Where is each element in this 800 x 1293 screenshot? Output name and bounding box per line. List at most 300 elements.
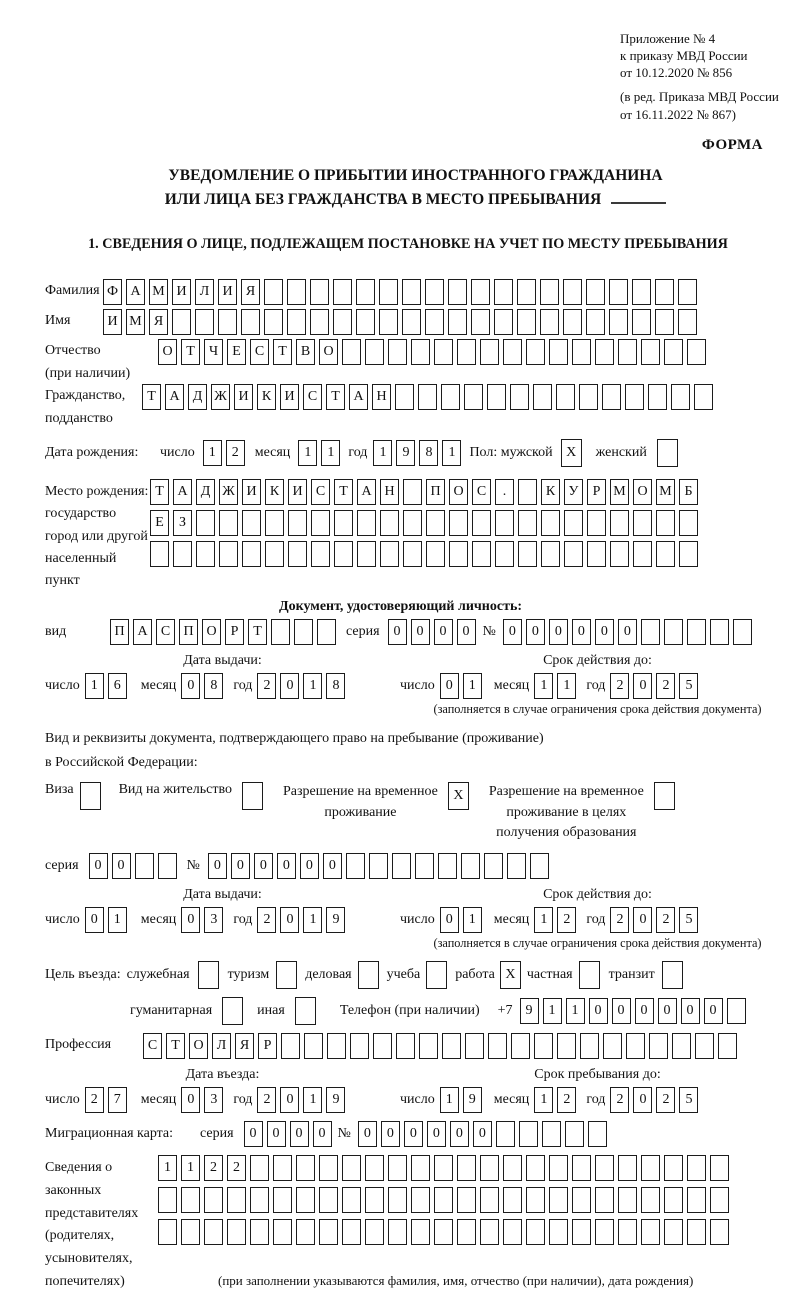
char-box[interactable]: 5 (679, 673, 698, 699)
char-box[interactable]: 0 (595, 619, 614, 645)
char-box[interactable] (517, 279, 536, 305)
char-box[interactable]: 9 (463, 1087, 482, 1113)
char-box[interactable] (618, 1155, 637, 1181)
char-box[interactable] (664, 619, 683, 645)
char-box[interactable]: 9 (396, 440, 415, 466)
char-box[interactable] (587, 541, 606, 567)
char-box[interactable] (530, 853, 549, 879)
char-box[interactable] (679, 510, 698, 536)
char-box[interactable] (396, 1033, 415, 1059)
char-box[interactable] (610, 541, 629, 567)
char-box[interactable] (480, 1155, 499, 1181)
char-box[interactable] (656, 510, 675, 536)
char-box[interactable] (556, 384, 575, 410)
char-box[interactable] (204, 1187, 223, 1213)
char-box[interactable] (563, 309, 582, 335)
residence-permit-checkbox[interactable] (242, 782, 263, 810)
char-box[interactable] (242, 510, 261, 536)
char-box[interactable]: 0 (440, 907, 459, 933)
char-box[interactable]: М (126, 309, 145, 335)
char-box[interactable] (656, 541, 675, 567)
char-box[interactable]: А (357, 479, 376, 505)
char-box[interactable]: 0 (658, 998, 677, 1024)
char-box[interactable] (625, 384, 644, 410)
char-box[interactable] (564, 510, 583, 536)
char-box[interactable]: С (143, 1033, 162, 1059)
char-box[interactable]: 0 (280, 1087, 299, 1113)
char-box[interactable]: 0 (681, 998, 700, 1024)
char-box[interactable] (572, 1155, 591, 1181)
char-box[interactable]: Е (150, 510, 169, 536)
char-box[interactable]: Д (196, 479, 215, 505)
char-box[interactable]: 1 (442, 440, 461, 466)
char-box[interactable]: Б (679, 479, 698, 505)
char-box[interactable] (296, 1155, 315, 1181)
char-box[interactable] (357, 541, 376, 567)
char-box[interactable]: 0 (277, 853, 296, 879)
char-box[interactable]: С (156, 619, 175, 645)
char-box[interactable]: Т (166, 1033, 185, 1059)
char-box[interactable] (549, 1219, 568, 1245)
char-box[interactable] (379, 279, 398, 305)
char-box[interactable]: 0 (381, 1121, 400, 1147)
char-box[interactable]: П (110, 619, 129, 645)
char-box[interactable] (158, 853, 177, 879)
char-box[interactable] (609, 279, 628, 305)
char-box[interactable] (733, 619, 752, 645)
char-box[interactable] (392, 853, 411, 879)
char-box[interactable] (679, 541, 698, 567)
char-box[interactable]: 2 (610, 673, 629, 699)
char-box[interactable] (395, 384, 414, 410)
char-box[interactable] (641, 339, 660, 365)
char-box[interactable] (250, 1219, 269, 1245)
char-box[interactable]: К (257, 384, 276, 410)
char-box[interactable] (442, 1033, 461, 1059)
char-box[interactable] (472, 510, 491, 536)
char-box[interactable] (273, 1155, 292, 1181)
char-box[interactable] (379, 309, 398, 335)
char-box[interactable] (388, 339, 407, 365)
char-box[interactable] (273, 1219, 292, 1245)
char-box[interactable] (457, 339, 476, 365)
char-box[interactable] (633, 510, 652, 536)
char-box[interactable] (541, 541, 560, 567)
char-box[interactable] (541, 510, 560, 536)
char-box[interactable] (488, 1033, 507, 1059)
char-box[interactable] (434, 1219, 453, 1245)
char-box[interactable] (310, 279, 329, 305)
char-box[interactable]: П (426, 479, 445, 505)
char-box[interactable] (487, 384, 506, 410)
char-box[interactable]: 0 (704, 998, 723, 1024)
char-box[interactable]: 2 (257, 673, 276, 699)
char-box[interactable]: 2 (85, 1087, 104, 1113)
char-box[interactable]: 0 (635, 998, 654, 1024)
female-checkbox[interactable] (657, 439, 678, 467)
char-box[interactable] (579, 384, 598, 410)
char-box[interactable]: 1 (158, 1155, 177, 1181)
char-box[interactable] (503, 1155, 522, 1181)
char-box[interactable]: 1 (566, 998, 585, 1024)
char-box[interactable] (519, 1121, 538, 1147)
char-box[interactable] (434, 339, 453, 365)
char-box[interactable] (633, 541, 652, 567)
char-box[interactable] (586, 309, 605, 335)
char-box[interactable] (227, 1187, 246, 1213)
char-box[interactable] (526, 1155, 545, 1181)
char-box[interactable]: 2 (610, 1087, 629, 1113)
char-box[interactable] (311, 541, 330, 567)
char-box[interactable] (678, 309, 697, 335)
char-box[interactable]: А (133, 619, 152, 645)
char-box[interactable]: 0 (457, 619, 476, 645)
char-box[interactable]: О (202, 619, 221, 645)
char-box[interactable]: Л (212, 1033, 231, 1059)
char-box[interactable]: К (265, 479, 284, 505)
male-checkbox[interactable]: X (561, 439, 582, 467)
char-box[interactable] (626, 1033, 645, 1059)
char-box[interactable]: Т (150, 479, 169, 505)
char-box[interactable] (319, 1219, 338, 1245)
char-box[interactable] (507, 853, 526, 879)
char-box[interactable]: 1 (534, 907, 553, 933)
char-box[interactable]: 0 (633, 907, 652, 933)
char-box[interactable]: 7 (108, 1087, 127, 1113)
char-box[interactable] (595, 1187, 614, 1213)
char-box[interactable]: И (103, 309, 122, 335)
char-box[interactable]: О (158, 339, 177, 365)
char-box[interactable]: 1 (203, 440, 222, 466)
char-box[interactable]: 1 (440, 1087, 459, 1113)
char-box[interactable] (687, 1187, 706, 1213)
char-box[interactable] (655, 309, 674, 335)
char-box[interactable] (172, 309, 191, 335)
char-box[interactable]: 6 (108, 673, 127, 699)
char-box[interactable]: 0 (267, 1121, 286, 1147)
char-box[interactable]: Т (273, 339, 292, 365)
char-box[interactable]: 8 (204, 673, 223, 699)
char-box[interactable]: 2 (656, 673, 675, 699)
char-box[interactable] (411, 1187, 430, 1213)
char-box[interactable] (687, 619, 706, 645)
char-box[interactable]: Ж (219, 479, 238, 505)
char-box[interactable] (610, 510, 629, 536)
char-box[interactable] (595, 339, 614, 365)
char-box[interactable]: 0 (526, 619, 545, 645)
char-box[interactable] (356, 279, 375, 305)
char-box[interactable] (641, 1219, 660, 1245)
char-box[interactable] (540, 279, 559, 305)
char-box[interactable]: 2 (656, 907, 675, 933)
char-box[interactable]: Р (225, 619, 244, 645)
char-box[interactable]: 0 (112, 853, 131, 879)
char-box[interactable] (411, 1155, 430, 1181)
purpose-work-checkbox[interactable]: X (500, 961, 521, 989)
char-box[interactable] (457, 1219, 476, 1245)
char-box[interactable] (549, 339, 568, 365)
char-box[interactable]: И (280, 384, 299, 410)
char-box[interactable] (618, 1219, 637, 1245)
char-box[interactable] (710, 1155, 729, 1181)
char-box[interactable] (632, 309, 651, 335)
char-box[interactable] (402, 309, 421, 335)
char-box[interactable] (195, 309, 214, 335)
char-box[interactable] (356, 309, 375, 335)
char-box[interactable] (671, 384, 690, 410)
char-box[interactable] (426, 510, 445, 536)
char-box[interactable]: 0 (440, 673, 459, 699)
char-box[interactable] (241, 309, 260, 335)
char-box[interactable]: С (250, 339, 269, 365)
char-box[interactable]: Я (149, 309, 168, 335)
char-box[interactable] (342, 1155, 361, 1181)
char-box[interactable] (664, 339, 683, 365)
char-box[interactable]: У (564, 479, 583, 505)
purpose-transit-checkbox[interactable] (662, 961, 683, 989)
char-box[interactable] (533, 384, 552, 410)
purpose-humanitarian-checkbox[interactable] (222, 997, 243, 1025)
char-box[interactable]: М (149, 279, 168, 305)
char-box[interactable] (503, 1219, 522, 1245)
char-box[interactable] (549, 1187, 568, 1213)
char-box[interactable]: 1 (543, 998, 562, 1024)
char-box[interactable] (465, 1033, 484, 1059)
char-box[interactable] (369, 853, 388, 879)
char-box[interactable]: 1 (534, 673, 553, 699)
char-box[interactable]: 2 (557, 1087, 576, 1113)
char-box[interactable]: 2 (610, 907, 629, 933)
char-box[interactable]: 1 (463, 673, 482, 699)
char-box[interactable] (595, 1155, 614, 1181)
char-box[interactable]: 5 (679, 907, 698, 933)
char-box[interactable] (388, 1219, 407, 1245)
char-box[interactable] (319, 1187, 338, 1213)
char-box[interactable]: К (541, 479, 560, 505)
char-box[interactable] (572, 339, 591, 365)
char-box[interactable] (327, 1033, 346, 1059)
char-box[interactable]: М (610, 479, 629, 505)
char-box[interactable] (415, 853, 434, 879)
char-box[interactable] (181, 1187, 200, 1213)
char-box[interactable] (588, 1121, 607, 1147)
char-box[interactable] (219, 541, 238, 567)
char-box[interactable] (678, 279, 697, 305)
char-box[interactable] (602, 384, 621, 410)
char-box[interactable]: 0 (503, 619, 522, 645)
char-box[interactable]: 0 (427, 1121, 446, 1147)
char-box[interactable]: 2 (656, 1087, 675, 1113)
char-box[interactable] (426, 541, 445, 567)
char-box[interactable]: С (303, 384, 322, 410)
char-box[interactable]: А (349, 384, 368, 410)
char-box[interactable]: 8 (419, 440, 438, 466)
char-box[interactable] (641, 619, 660, 645)
char-box[interactable] (565, 1121, 584, 1147)
char-box[interactable] (687, 1219, 706, 1245)
char-box[interactable] (718, 1033, 737, 1059)
char-box[interactable] (441, 384, 460, 410)
char-box[interactable] (710, 1187, 729, 1213)
char-box[interactable]: 1 (303, 673, 322, 699)
char-box[interactable] (448, 279, 467, 305)
char-box[interactable]: 1 (321, 440, 340, 466)
char-box[interactable] (204, 1219, 223, 1245)
char-box[interactable] (342, 1219, 361, 1245)
char-box[interactable] (641, 1187, 660, 1213)
char-box[interactable] (484, 853, 503, 879)
char-box[interactable] (158, 1187, 177, 1213)
char-box[interactable]: И (242, 479, 261, 505)
char-box[interactable] (494, 279, 513, 305)
char-box[interactable] (425, 309, 444, 335)
char-box[interactable] (438, 853, 457, 879)
char-box[interactable]: А (165, 384, 184, 410)
char-box[interactable] (334, 541, 353, 567)
char-box[interactable]: 0 (434, 619, 453, 645)
char-box[interactable] (434, 1187, 453, 1213)
char-box[interactable]: 8 (326, 673, 345, 699)
char-box[interactable]: 0 (633, 1087, 652, 1113)
char-box[interactable] (526, 1187, 545, 1213)
char-box[interactable]: 0 (404, 1121, 423, 1147)
char-box[interactable] (510, 384, 529, 410)
char-box[interactable] (448, 309, 467, 335)
char-box[interactable] (403, 510, 422, 536)
char-box[interactable] (304, 1033, 323, 1059)
char-box[interactable]: И (288, 479, 307, 505)
char-box[interactable]: 9 (326, 1087, 345, 1113)
char-box[interactable]: 0 (473, 1121, 492, 1147)
char-box[interactable]: 2 (226, 440, 245, 466)
char-box[interactable]: И (234, 384, 253, 410)
char-box[interactable] (150, 541, 169, 567)
char-box[interactable]: 0 (313, 1121, 332, 1147)
char-box[interactable] (333, 279, 352, 305)
char-box[interactable] (464, 384, 483, 410)
char-box[interactable]: Т (326, 384, 345, 410)
char-box[interactable] (296, 1187, 315, 1213)
char-box[interactable] (586, 279, 605, 305)
char-box[interactable] (196, 541, 215, 567)
char-box[interactable]: 2 (204, 1155, 223, 1181)
char-box[interactable] (333, 309, 352, 335)
char-box[interactable]: Р (587, 479, 606, 505)
char-box[interactable] (242, 541, 261, 567)
char-box[interactable] (388, 1187, 407, 1213)
char-box[interactable] (511, 1033, 530, 1059)
char-box[interactable]: Л (195, 279, 214, 305)
char-box[interactable] (534, 1033, 553, 1059)
char-box[interactable] (496, 1121, 515, 1147)
char-box[interactable] (264, 309, 283, 335)
char-box[interactable] (365, 1187, 384, 1213)
char-box[interactable] (495, 510, 514, 536)
char-box[interactable] (317, 619, 336, 645)
char-box[interactable]: Р (258, 1033, 277, 1059)
char-box[interactable] (158, 1219, 177, 1245)
char-box[interactable]: О (449, 479, 468, 505)
char-box[interactable] (334, 510, 353, 536)
char-box[interactable]: 2 (557, 907, 576, 933)
char-box[interactable] (287, 279, 306, 305)
char-box[interactable] (294, 619, 313, 645)
char-box[interactable]: О (633, 479, 652, 505)
purpose-study-checkbox[interactable] (426, 961, 447, 989)
char-box[interactable] (687, 1155, 706, 1181)
char-box[interactable] (632, 279, 651, 305)
char-box[interactable]: А (173, 479, 192, 505)
char-box[interactable]: 0 (323, 853, 342, 879)
char-box[interactable] (518, 510, 537, 536)
char-box[interactable] (419, 1033, 438, 1059)
char-box[interactable] (480, 1219, 499, 1245)
char-box[interactable] (727, 998, 746, 1024)
char-box[interactable] (319, 1155, 338, 1181)
char-box[interactable] (265, 510, 284, 536)
char-box[interactable] (503, 1187, 522, 1213)
char-box[interactable] (695, 1033, 714, 1059)
char-box[interactable] (526, 1219, 545, 1245)
purpose-tourism-checkbox[interactable] (276, 961, 297, 989)
char-box[interactable]: 1 (557, 673, 576, 699)
char-box[interactable] (587, 510, 606, 536)
char-box[interactable]: 1 (298, 440, 317, 466)
char-box[interactable] (672, 1033, 691, 1059)
char-box[interactable] (227, 1219, 246, 1245)
char-box[interactable]: 0 (549, 619, 568, 645)
char-box[interactable] (563, 279, 582, 305)
char-box[interactable] (710, 1219, 729, 1245)
char-box[interactable] (287, 309, 306, 335)
char-box[interactable]: 0 (300, 853, 319, 879)
char-box[interactable] (687, 339, 706, 365)
char-box[interactable]: В (296, 339, 315, 365)
char-box[interactable] (380, 510, 399, 536)
char-box[interactable] (526, 339, 545, 365)
char-box[interactable]: 0 (181, 907, 200, 933)
char-box[interactable] (480, 339, 499, 365)
char-box[interactable]: М (656, 479, 675, 505)
char-box[interactable]: С (311, 479, 330, 505)
char-box[interactable] (418, 384, 437, 410)
char-box[interactable] (471, 279, 490, 305)
char-box[interactable] (219, 510, 238, 536)
char-box[interactable] (641, 1155, 660, 1181)
char-box[interactable]: П (179, 619, 198, 645)
char-box[interactable] (218, 309, 237, 335)
char-box[interactable] (403, 479, 422, 505)
char-box[interactable] (518, 541, 537, 567)
char-box[interactable] (649, 1033, 668, 1059)
char-box[interactable] (572, 1219, 591, 1245)
char-box[interactable]: 0 (244, 1121, 263, 1147)
char-box[interactable] (411, 1219, 430, 1245)
char-box[interactable] (288, 510, 307, 536)
char-box[interactable] (572, 1187, 591, 1213)
char-box[interactable] (710, 619, 729, 645)
char-box[interactable] (357, 510, 376, 536)
char-box[interactable]: Т (334, 479, 353, 505)
char-box[interactable] (494, 309, 513, 335)
char-box[interactable] (311, 510, 330, 536)
char-box[interactable]: 0 (388, 619, 407, 645)
char-box[interactable] (380, 541, 399, 567)
char-box[interactable] (564, 541, 583, 567)
char-box[interactable]: Я (241, 279, 260, 305)
char-box[interactable] (411, 339, 430, 365)
char-box[interactable] (457, 1155, 476, 1181)
